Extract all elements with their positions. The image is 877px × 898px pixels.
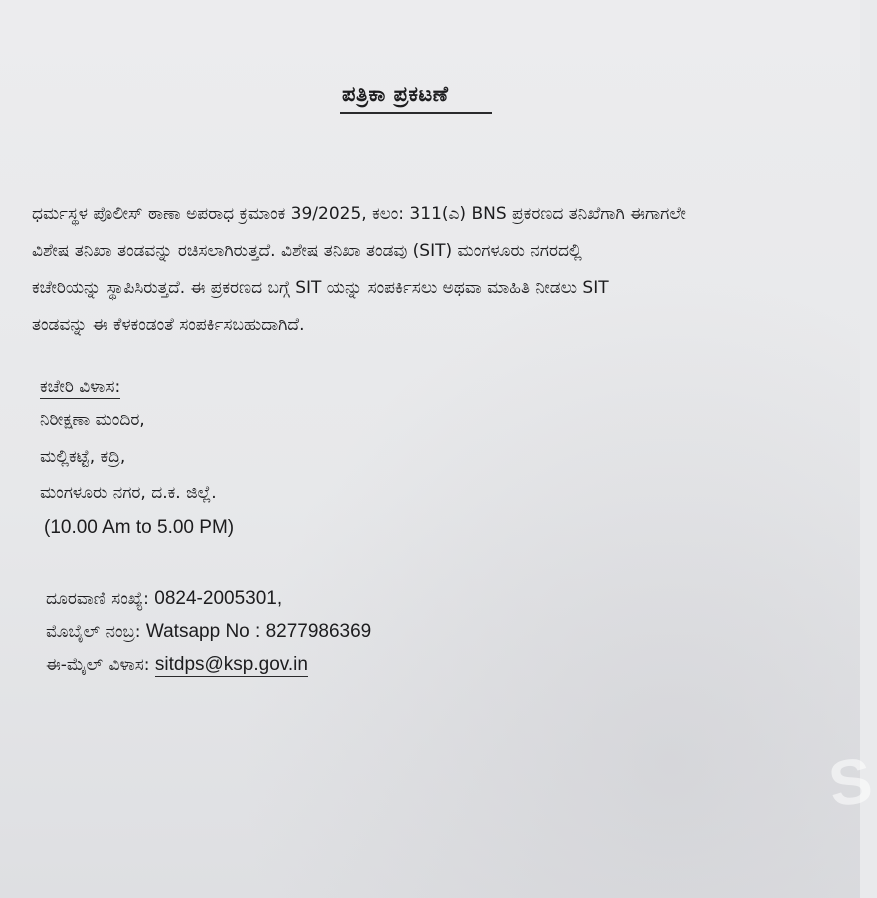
email-row (46, 654, 308, 676)
paragraph-line: ಧರ್ಮಸ್ಥಳ ಪೊಲೀಸ್ ಠಾಣಾ ಅಪರಾಧ ಕ್ರಮಾಂಕ 39/2025, ಕಲಂ: 311(ಎ) BNS ಪ್ರಕರಣದ ತನಿಖೆಗಾಗಿ ಈಗಾಗಲೇ (32, 204, 686, 224)
page-title: ಪತ್ರಿಕಾ ಪ್ರಕಟಣೆ (342, 82, 449, 106)
mobile-number: Watsapp No : 8277986369 (145, 621, 372, 642)
paragraph-line: ತಂಡವನ್ನು ಈ ಕೆಳಕಂಡಂತೆ ಸಂಪರ್ಕಿಸಬಹುದಾಗಿದೆ. (32, 315, 305, 335)
phone-row (46, 588, 282, 610)
address-line: ನಿರೀಕ್ಷಣಾ ಮಂದಿರ, (40, 410, 145, 430)
background-watermark: S (824, 743, 877, 821)
phone-label: ದೂರವಾಣಿ ಸಂಖ್ಯೆ: (46, 589, 149, 609)
title-underline (340, 112, 492, 114)
office-hours: (10.00 Am to 5.00 PM) (44, 517, 235, 538)
email-label: ಈ-ಮೈಲ್ ವಿಳಾಸ: (46, 655, 150, 675)
mobile-row (46, 621, 371, 643)
phone-number: 0824-2005301, (154, 588, 283, 609)
body-paragraph (32, 196, 832, 344)
office-address-label: ಕಚೇರಿ ವಿಳಾಸ: (40, 377, 121, 397)
address-line: ಮಂಗಳೂರು ನಗರ, ದ.ಕ. ಜಿಲ್ಲೆ. (40, 483, 217, 503)
paragraph-line: ಕಚೇರಿಯನ್ನು ಸ್ಥಾಪಿಸಿರುತ್ತದೆ. ಈ ಪ್ರಕರಣದ ಬಗ್ಗೆ SIT ಯನ್ನು ಸಂಪರ್ಕಿಸಲು ಅಥವಾ ಮಾಹಿತಿ ನೀಡಲು SIT (32, 278, 609, 298)
mobile-label: ಮೊಬೈಲ್ ನಂಬ್ರ: (46, 622, 141, 642)
paragraph-line: ವಿಶೇಷ ತನಿಖಾ ತಂಡವನ್ನು ರಚಿಸಲಾಗಿರುತ್ತದೆ. ವಿಶೇಷ ತನಿಖಾ ತಂಡವು (SIT) ಮಂಗಳೂರು ನಗರದಲ್ಲಿ (32, 241, 582, 261)
email-address: sitdps@ksp.gov.in (154, 654, 308, 675)
address-line: ಮಲ್ಲಿಕಟ್ಟೆ, ಕದ್ರಿ, (40, 447, 126, 467)
